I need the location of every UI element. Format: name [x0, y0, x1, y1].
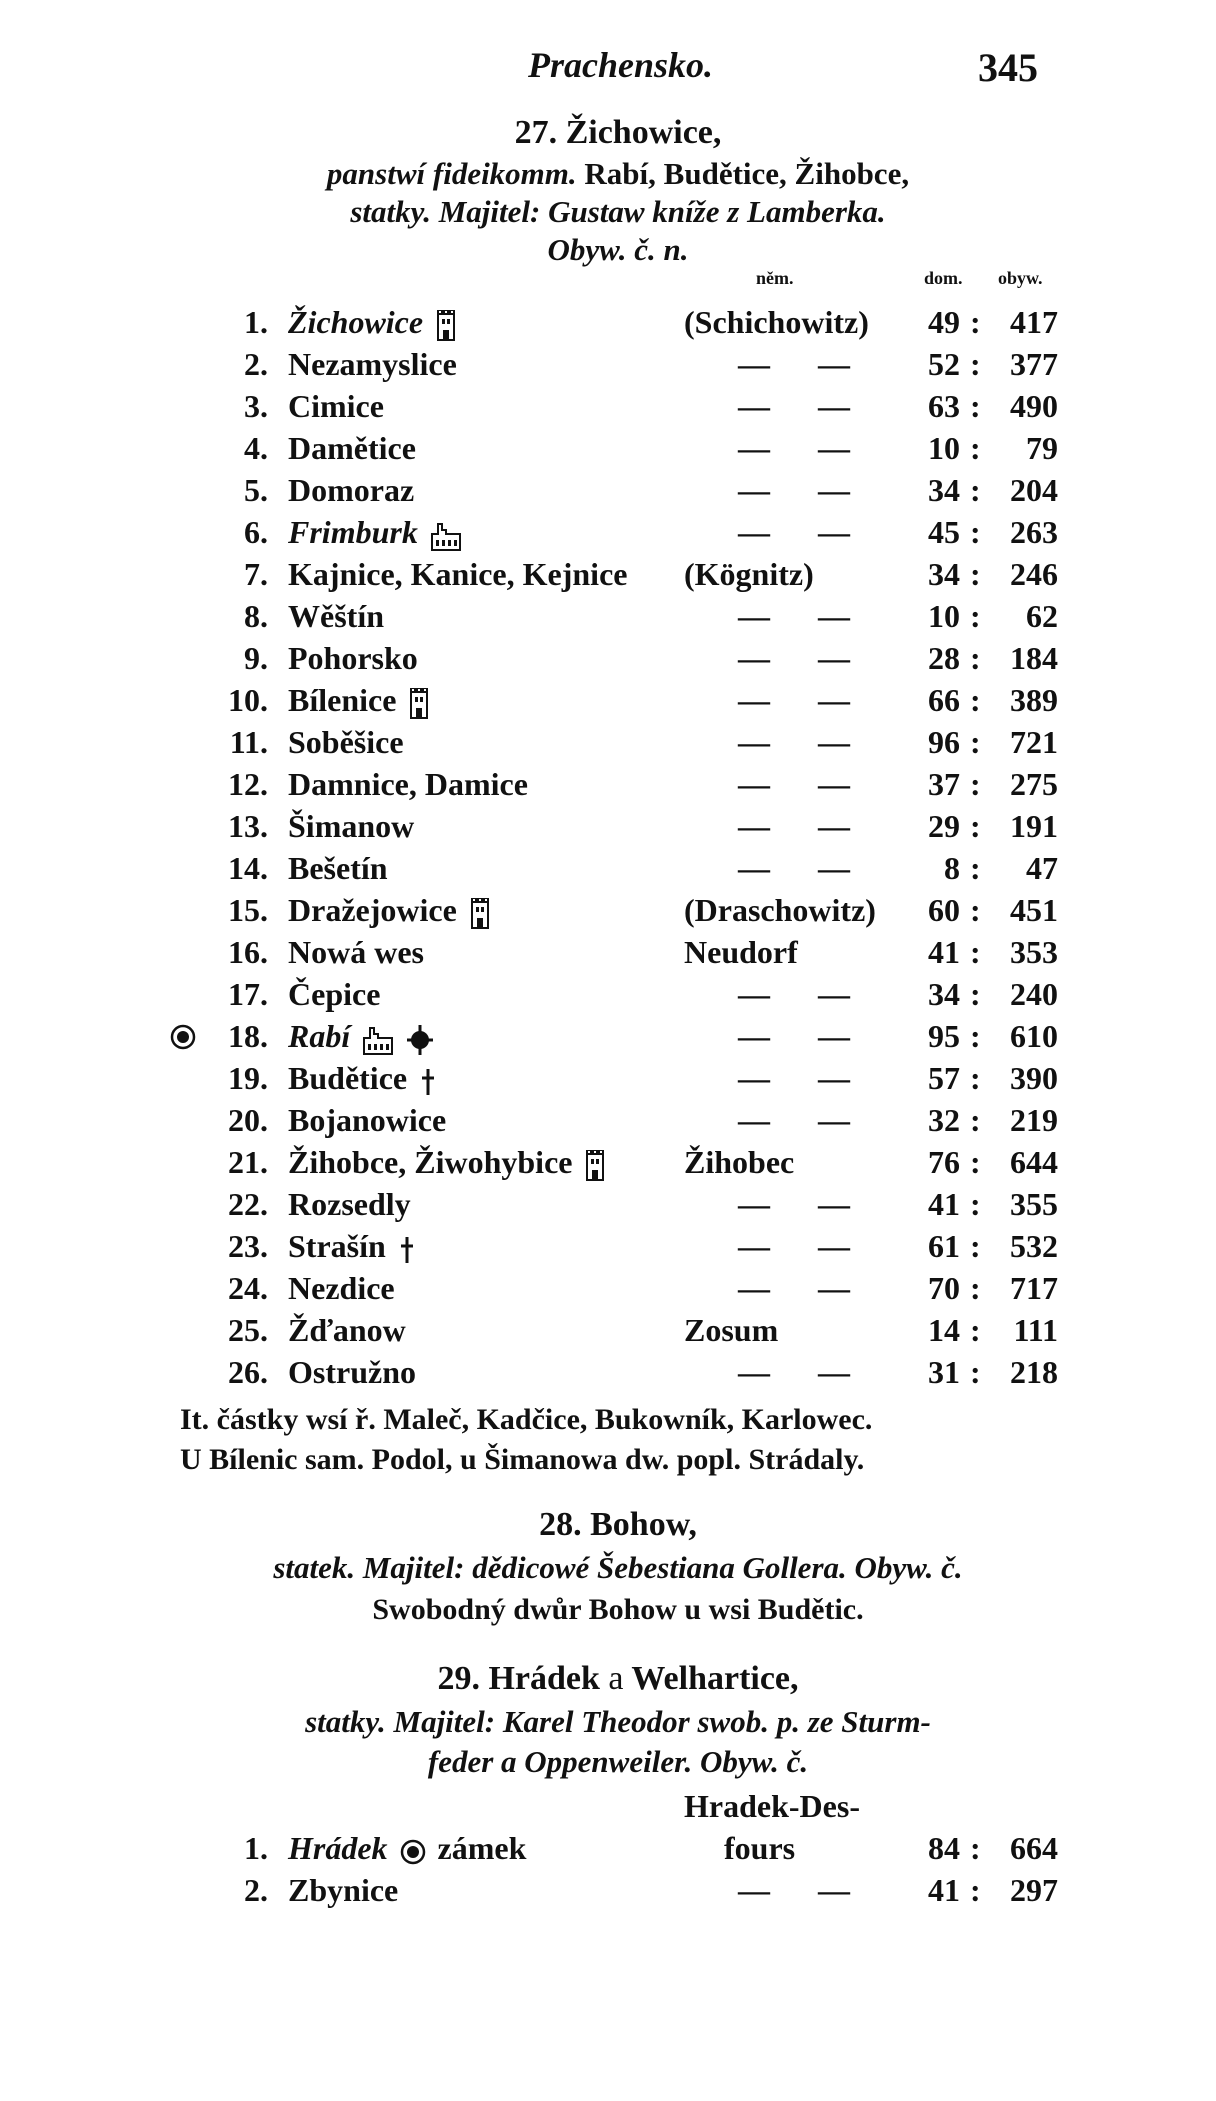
ditto-dash: — [818, 388, 850, 424]
inhabitants-count: 389 [1010, 682, 1058, 718]
section-29-german-a: Hradek-Des- [684, 1788, 860, 1824]
ditto-dash: — [818, 724, 850, 760]
ratio-colon: : [970, 766, 981, 802]
inhabitants-count: 490 [1010, 388, 1058, 424]
section-28-heading: 28. Bohow, [539, 1506, 697, 1543]
village-name [288, 766, 528, 803]
village-name-text: Bešetín [288, 850, 388, 886]
section-29-heading-a: 29. Hrádek [437, 1660, 600, 1697]
running-header [8, 44, 1204, 94]
ratio-colon: : [970, 598, 981, 634]
table-row [8, 850, 1204, 892]
castle-icon [408, 688, 430, 720]
village-name-text: Žďanow [288, 1312, 406, 1348]
inhabitants-count: 717 [1010, 1270, 1058, 1306]
ditto-dash: — [818, 850, 850, 886]
village-name-text: Pohorsko [288, 640, 418, 676]
houses-count: 32 [928, 1102, 960, 1138]
ditto-dash: — [818, 640, 850, 676]
ratio-colon: : [970, 1872, 981, 1908]
houses-count: 31 [928, 1354, 960, 1390]
row-number: 16. [228, 934, 268, 970]
table-row [8, 724, 1204, 766]
village-name-text: Wěštín [288, 598, 384, 634]
ditto-dash: — [818, 514, 850, 550]
castle-icon [435, 310, 457, 342]
ditto-dash: — [738, 388, 770, 424]
inhabitants-count: 353 [1010, 934, 1058, 970]
village-name-text: Žihobce, Žiwohybice [288, 1144, 573, 1180]
inhabitants-count: 275 [1010, 766, 1058, 802]
german-name: (Draschowitz) [684, 892, 876, 928]
table-row [8, 1060, 1204, 1102]
ratio-colon: : [970, 1102, 981, 1138]
section-29-line2: statky. Majitel: Karel Theodor swob. p. ze Sturm- [305, 1704, 931, 1739]
seat-marker-icon [170, 1024, 196, 1050]
ditto-dash: — [818, 682, 850, 718]
ditto-dash: — [738, 850, 770, 886]
village-name-text: Nezdice [288, 1270, 395, 1306]
section-27-line4: Obyw. č. n. [547, 232, 689, 267]
section-27-line3: statky. Majitel: Gustaw kníže z Lamberka. [350, 194, 886, 229]
village-name [288, 388, 384, 425]
village-name [288, 1354, 416, 1391]
inhabitants-count: 721 [1010, 724, 1058, 760]
ratio-colon: : [970, 1312, 981, 1348]
ratio-colon: : [970, 556, 981, 592]
section-27-heading: 27. Žichowice, [514, 114, 722, 151]
village-name [288, 724, 404, 761]
village-name [288, 1144, 606, 1182]
village-name [288, 1186, 411, 1223]
table-row [8, 682, 1204, 724]
houses-count: 28 [928, 640, 960, 676]
ditto-dash: — [818, 430, 850, 466]
castle-icon [584, 1150, 606, 1182]
village-name-text: Ostružno [288, 1354, 416, 1390]
row-number: 20. [228, 1102, 268, 1138]
section-29-line3: feder a Oppenweiler. Obyw. č. [427, 1744, 809, 1779]
table-row [8, 1830, 1204, 1872]
village-name [288, 892, 491, 930]
table-row [8, 1186, 1204, 1228]
village-name [288, 346, 457, 383]
village-suffix: zámek [437, 1830, 527, 1866]
inhabitants-count: 417 [1010, 304, 1058, 340]
section-27-line2-a: panstwí fideikomm. [326, 156, 577, 191]
village-name-text: Zbynice [288, 1872, 399, 1908]
table-row [8, 388, 1204, 430]
houses-count: 41 [928, 934, 960, 970]
village-name-text: Hrádek [288, 1830, 388, 1866]
village-name-text: Rozsedly [288, 1186, 411, 1222]
inhabitants-count: 664 [1010, 1830, 1058, 1866]
houses-count: 14 [928, 1312, 960, 1348]
section-27-line2-b: Rabí, Budětice, Žihobce, [584, 156, 910, 191]
row-number: 21. [228, 1144, 268, 1180]
houses-count: 34 [928, 556, 960, 592]
ratio-colon: : [970, 430, 981, 466]
ditto-dash: — [738, 976, 770, 1012]
houses-count: 29 [928, 808, 960, 844]
castle-icon [469, 898, 491, 930]
village-name [288, 1102, 446, 1139]
ratio-colon: : [970, 514, 981, 550]
ditto-dash: — [738, 1102, 770, 1138]
village-name-text: Čepice [288, 976, 381, 1012]
inhabitants-count: 240 [1010, 976, 1058, 1012]
ratio-colon: : [970, 472, 981, 508]
houses-count: 60 [928, 892, 960, 928]
village-name [288, 1830, 526, 1867]
ditto-dash: — [818, 1270, 850, 1306]
inhabitants-count: 62 [1026, 598, 1058, 634]
row-number: 19. [228, 1060, 268, 1096]
row-number: 15. [228, 892, 268, 928]
ditto-dash: — [738, 724, 770, 760]
section-29-heading [168, 1660, 1068, 1698]
houses-count: 57 [928, 1060, 960, 1096]
ratio-colon: : [970, 724, 981, 760]
village-name [288, 430, 416, 467]
village-name [288, 598, 384, 635]
houses-count: 66 [928, 682, 960, 718]
ratio-colon: : [970, 1228, 981, 1264]
inhabitants-count: 219 [1010, 1102, 1058, 1138]
section-27-line2 [168, 156, 1068, 192]
ratio-colon: : [970, 346, 981, 382]
ditto-dash: — [738, 514, 770, 550]
houses-count: 84 [928, 1830, 960, 1866]
row-number: 23. [228, 1228, 268, 1264]
houses-count: 96 [928, 724, 960, 760]
ratio-colon: : [970, 850, 981, 886]
german-name: fours [724, 1830, 796, 1866]
ruin-castle-icon [362, 1024, 394, 1056]
inhabitants-count: 79 [1026, 430, 1058, 466]
ratio-colon: : [970, 1060, 981, 1096]
village-name [288, 976, 380, 1013]
village-name [288, 1270, 395, 1307]
page-number: 345 [978, 45, 1038, 90]
inhabitants-count: 297 [1010, 1872, 1058, 1908]
ditto-dash: — [818, 976, 850, 1012]
ditto-dash: — [738, 640, 770, 676]
village-name [288, 514, 462, 552]
table-row [8, 808, 1204, 850]
row-number: 4. [244, 430, 268, 466]
houses-count: 34 [928, 976, 960, 1012]
ratio-colon: : [970, 934, 981, 970]
row-number: 22. [228, 1186, 268, 1222]
village-name-text: Cimice [288, 388, 384, 424]
village-name-text: Bílenice [288, 682, 397, 718]
village-name-text: Rabí [288, 1018, 351, 1054]
ruin-castle-icon [430, 520, 462, 552]
table-row [8, 598, 1204, 640]
row-number: 9. [244, 640, 268, 676]
landmark-cross-icon [406, 1024, 434, 1056]
village-name [288, 934, 424, 971]
section-28-line3: Swobodný dwůr Bohow u wsi Budětic. [372, 1593, 864, 1626]
inhabitants-count: 263 [1010, 514, 1058, 550]
row-number: 7. [244, 556, 268, 592]
village-name-text: Damětice [288, 430, 416, 466]
village-name-text: Žichowice [288, 304, 424, 340]
ratio-colon: : [970, 1354, 981, 1390]
table-row [8, 472, 1204, 514]
village-name-text: Nowá wes [288, 934, 424, 970]
ditto-dash: — [738, 598, 770, 634]
village-name [288, 808, 414, 845]
ditto-dash: — [818, 808, 850, 844]
village-name-text: Soběšice [288, 724, 404, 760]
row-number: 26. [228, 1354, 268, 1390]
church-cross-icon [398, 1235, 416, 1265]
houses-count: 37 [928, 766, 960, 802]
section-29-heading-b: a [608, 1660, 624, 1697]
ditto-dash: — [738, 1872, 770, 1908]
seat-marker-icon [400, 1839, 426, 1865]
village-name-text: Bojanowice [288, 1102, 447, 1138]
ditto-dash: — [738, 1060, 770, 1096]
ratio-colon: : [970, 682, 981, 718]
section-27-note-2: U Bílenic sam. Podol, u Šimanowa dw. popl. Strádaly. [180, 1443, 865, 1476]
village-name-text: Frimburk [288, 514, 418, 550]
book-page [8, 8, 1204, 2093]
column-header-dom: dom. [924, 268, 963, 288]
inhabitants-count: 390 [1010, 1060, 1058, 1096]
ditto-dash: — [818, 1018, 850, 1054]
village-name-text: Dražejowice [288, 892, 457, 928]
village-name-text: Domoraz [288, 472, 415, 508]
row-number: 10. [228, 682, 268, 718]
houses-count: 70 [928, 1270, 960, 1306]
ratio-colon: : [970, 892, 981, 928]
row-number: 2. [244, 1872, 268, 1908]
houses-count: 95 [928, 1018, 960, 1054]
ditto-dash: — [818, 1102, 850, 1138]
table-row [8, 1102, 1204, 1144]
houses-count: 41 [928, 1872, 960, 1908]
ditto-dash: — [738, 1270, 770, 1306]
row-number: 2. [244, 346, 268, 382]
ratio-colon: : [970, 1270, 981, 1306]
section-28-line2: statek. Majitel: dědicowé Šebestiana Gollera. Obyw. č. [273, 1550, 963, 1585]
row-number: 17. [228, 976, 268, 1012]
inhabitants-count: 246 [1010, 556, 1058, 592]
row-number: 24. [228, 1270, 268, 1306]
ditto-dash: — [818, 1228, 850, 1264]
table-row [8, 766, 1204, 808]
houses-count: 76 [928, 1144, 960, 1180]
ditto-dash: — [738, 1186, 770, 1222]
row-number: 18. [228, 1018, 268, 1054]
houses-count: 49 [928, 304, 960, 340]
ratio-colon: : [970, 1830, 981, 1866]
ratio-colon: : [970, 808, 981, 844]
inhabitants-count: 532 [1010, 1228, 1058, 1264]
inhabitants-count: 191 [1010, 808, 1058, 844]
village-name-text: Damnice, Damice [288, 766, 528, 802]
row-number: 12. [228, 766, 268, 802]
section-27-note-1: It. částky wsí ř. Maleč, Kadčice, Bukowník, Karlowec. [180, 1403, 873, 1436]
inhabitants-count: 111 [1013, 1312, 1058, 1348]
table-row [8, 1270, 1204, 1312]
ditto-dash: — [818, 1186, 850, 1222]
ditto-dash: — [818, 346, 850, 382]
houses-count: 63 [928, 388, 960, 424]
village-name-text: Strašín [288, 1228, 386, 1264]
ditto-dash: — [738, 1354, 770, 1390]
row-number: 8. [244, 598, 268, 634]
houses-count: 10 [928, 430, 960, 466]
table-row [8, 304, 1204, 346]
table-row [8, 976, 1204, 1018]
german-name: Neudorf [684, 934, 798, 970]
table-row [8, 934, 1204, 976]
ratio-colon: : [970, 1144, 981, 1180]
row-number: 5. [244, 472, 268, 508]
village-name [288, 304, 457, 342]
houses-count: 52 [928, 346, 960, 382]
row-number: 11. [229, 724, 268, 760]
village-name-text: Budětice [288, 1060, 408, 1096]
ditto-dash: — [738, 472, 770, 508]
column-header-obyw: obyw. [998, 268, 1043, 288]
village-name [288, 850, 388, 887]
ditto-dash: — [738, 430, 770, 466]
ditto-dash: — [738, 346, 770, 382]
table-row [8, 1228, 1204, 1270]
ditto-dash: — [738, 766, 770, 802]
inhabitants-count: 204 [1010, 472, 1058, 508]
village-name [288, 1228, 416, 1265]
inhabitants-count: 218 [1010, 1354, 1058, 1390]
german-name: Žihobec [684, 1144, 795, 1180]
column-header-german: něm. [756, 268, 794, 288]
village-name [288, 1312, 406, 1349]
row-number: 6. [244, 514, 268, 550]
table-row [8, 514, 1204, 556]
village-name [288, 682, 430, 720]
houses-count: 45 [928, 514, 960, 550]
row-number: 13. [228, 808, 268, 844]
village-name-text: Kajnice, Kanice, Kejnice [288, 556, 628, 592]
ditto-dash: — [738, 1018, 770, 1054]
inhabitants-count: 610 [1010, 1018, 1058, 1054]
inhabitants-count: 184 [1010, 640, 1058, 676]
ditto-dash: — [818, 1060, 850, 1096]
table-row [8, 1312, 1204, 1354]
row-number: 25. [228, 1312, 268, 1348]
running-title: Prachensko. [528, 45, 714, 85]
row-number: 3. [244, 388, 268, 424]
village-name-text: Nezamyslice [288, 346, 457, 382]
row-number: 1. [244, 1830, 268, 1866]
table-row [8, 892, 1204, 934]
ditto-dash: — [818, 1872, 850, 1908]
ratio-colon: : [970, 1186, 981, 1222]
ratio-colon: : [970, 304, 981, 340]
german-name: (Kögnitz) [684, 556, 814, 592]
ditto-dash: — [738, 808, 770, 844]
row-number: 14. [228, 850, 268, 886]
ditto-dash: — [818, 1354, 850, 1390]
village-name [288, 1060, 437, 1097]
houses-count: 34 [928, 472, 960, 508]
inhabitants-count: 451 [1010, 892, 1058, 928]
church-cross-icon [419, 1067, 437, 1097]
ratio-colon: : [970, 640, 981, 676]
german-name: (Schichowitz) [684, 304, 869, 340]
village-name [288, 640, 418, 677]
houses-count: 8 [944, 850, 960, 886]
table-row [8, 640, 1204, 682]
inhabitants-count: 355 [1010, 1186, 1058, 1222]
table-row [8, 346, 1204, 388]
village-name [288, 1872, 398, 1909]
village-name-text: Šimanow [288, 808, 415, 844]
table-row [8, 556, 1204, 598]
inhabitants-count: 47 [1026, 850, 1058, 886]
houses-count: 41 [928, 1186, 960, 1222]
village-name [288, 472, 414, 509]
village-name [288, 556, 627, 593]
table-row [8, 1018, 1204, 1060]
ditto-dash: — [818, 472, 850, 508]
ditto-dash: — [738, 682, 770, 718]
ratio-colon: : [970, 388, 981, 424]
row-number: 1. [244, 304, 268, 340]
german-name: Zosum [684, 1312, 779, 1348]
ditto-dash: — [818, 766, 850, 802]
table-row [8, 1144, 1204, 1186]
table-row [8, 1354, 1204, 1396]
houses-count: 61 [928, 1228, 960, 1264]
section-29-heading-c: Welhartice, [631, 1660, 799, 1697]
table-row [8, 1872, 1204, 1914]
ditto-dash: — [818, 598, 850, 634]
village-name [288, 1018, 434, 1056]
inhabitants-count: 644 [1010, 1144, 1058, 1180]
ratio-colon: : [970, 976, 981, 1012]
inhabitants-count: 377 [1010, 346, 1058, 382]
table-row [8, 430, 1204, 472]
ratio-colon: : [970, 1018, 981, 1054]
ditto-dash: — [738, 1228, 770, 1264]
houses-count: 10 [928, 598, 960, 634]
